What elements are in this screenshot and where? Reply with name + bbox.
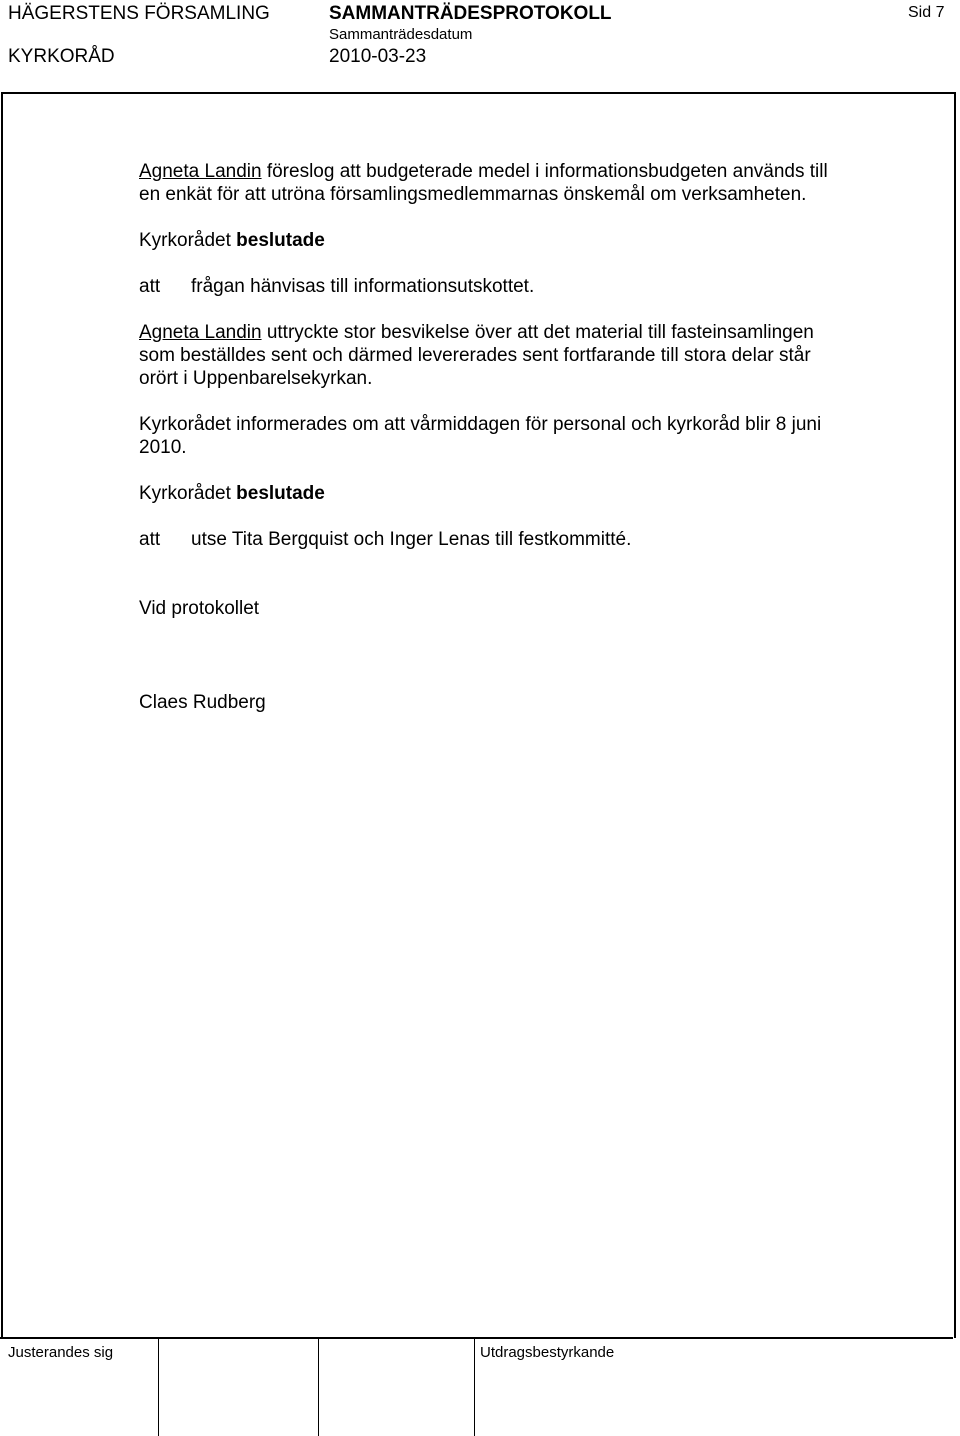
- organization-name: HÄGERSTENS FÖRSAMLING: [8, 3, 270, 24]
- adjuster-signature-label: Justerandes sig: [8, 1344, 114, 1361]
- signature-footer: [0, 1337, 953, 1436]
- decision-att: att: [139, 529, 161, 550]
- minutes-body: [139, 160, 839, 714]
- signatory-name: Claes Rudberg: [139, 692, 266, 713]
- decision-heading: [139, 229, 839, 252]
- decision-subject: Kyrkorådet: [139, 230, 237, 251]
- signature-box: [158, 1339, 318, 1436]
- governing-body: KYRKORÅD: [8, 46, 115, 67]
- decision-subject: Kyrkorådet: [139, 483, 237, 504]
- signature-box: [318, 1339, 474, 1436]
- decision-att: att: [139, 276, 161, 297]
- meeting-date-label: Sammanträdesdatum: [329, 26, 473, 43]
- closing-line: Vid protokollet: [139, 598, 260, 619]
- decision-item: [139, 275, 839, 298]
- decision-text: frågan hänvisas till informationsutskottet.: [191, 276, 535, 297]
- meeting-date: 2010-03-23: [329, 46, 427, 67]
- paragraph-text: uttryckte stor besvikelse över att det material till fasteinsamlingen som beställdes sent och därmed levererades sent fortfarande till stora delar står orört i Uppenbarelsekyrkan.: [139, 322, 814, 389]
- document-title: SAMMANTRÄDESPROTOKOLL: [329, 3, 612, 24]
- page-number: Sid 7: [908, 4, 945, 21]
- extract-certification-label: Utdragsbestyrkande: [480, 1344, 615, 1361]
- decision-item: [139, 528, 839, 551]
- paragraph-text: föreslog att budgeterade medel i informationsbudgeten används till en enkät för att utröna församlingsmedlemmarnas önskemål om verksamheten.: [139, 161, 828, 205]
- decision-verb: beslutade: [236, 483, 325, 504]
- paragraph-complaint: [139, 321, 839, 390]
- decision-text: utse Tita Bergquist och Inger Lenas till festkommitté.: [191, 529, 632, 550]
- person-name: Agneta Landin: [139, 161, 262, 182]
- person-name: Agneta Landin: [139, 322, 262, 343]
- decision-heading: [139, 482, 839, 505]
- decision-verb: beslutade: [236, 230, 325, 251]
- paragraph-information: Kyrkorådet informerades om att vårmiddagen för personal och kyrkoråd blir 8 juni 2010.: [139, 414, 822, 458]
- paragraph-proposal: [139, 160, 839, 206]
